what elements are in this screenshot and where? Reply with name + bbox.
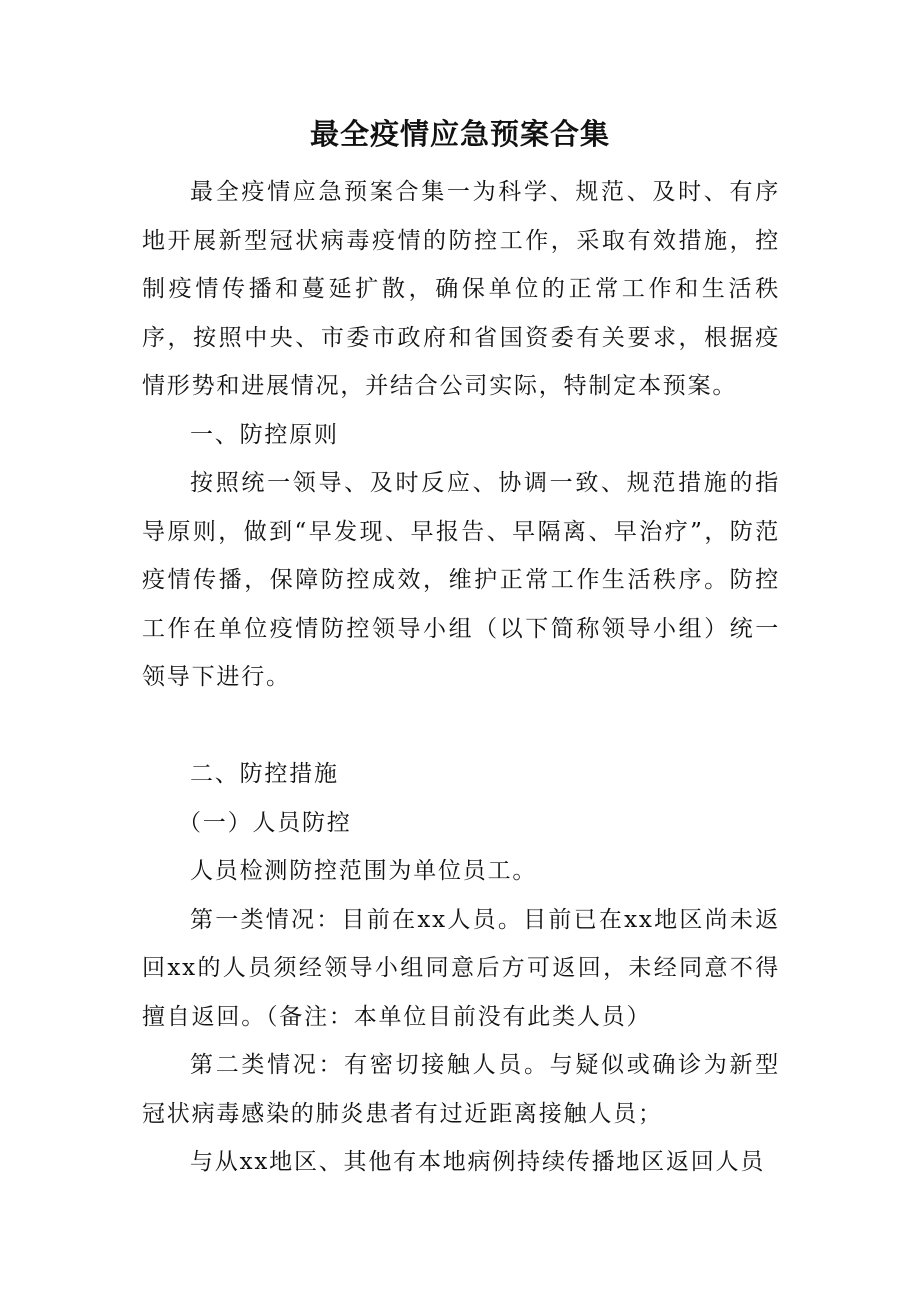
subsection-heading-personnel: （一）人员防控	[178, 809, 352, 836]
paragraph-spacer	[142, 702, 780, 751]
principles-paragraph: 按照统一领导、及时反应、协调一致、规范措施的指导原则，做到“早发现、早报告、早隔离、早治疗”，防范疫情传播，保障防控成效，维护正常工作生活秩序。防控工作在单位疫情防控领导小组（以下简称领导小组）统一领导下进行。	[142, 470, 780, 690]
returnee-paragraph: 与从xx地区、其他有本地病例持续传播地区返回人员	[190, 1149, 766, 1175]
category-one-paragraph: 第一类情况：目前在xx人员。目前已在xx地区尚未返回xx的人员须经领导小组同意后方可返回，未经同意不得擅自返回。（备注：本单位目前没有此类人员）	[142, 906, 780, 1030]
category-two-paragraph: 第二类情况：有密切接触人员。与疑似或确诊为新型冠状病毒感染的肺炎患者有过近距离接触人员；	[142, 1052, 780, 1127]
section-heading-principles: 一、防控原则	[190, 421, 339, 448]
document-body	[142, 168, 780, 1187]
section-heading-measures: 二、防控措施	[190, 761, 339, 787]
personnel-scope-paragraph: 人员检测防控范围为单位员工。	[190, 858, 538, 884]
document-title: 最全疫情应急预案合集	[309, 117, 610, 151]
intro-paragraph: 最全疫情应急预案合集一为科学、规范、及时、有序地开展新型冠状病毒疫情的防控工作，采取有效措施，控制疫情传播和蔓延扩散，确保单位的正常工作和生活秩序，按照中央、市委市政府和省国资委有关要求，根据疫情形势和进展情况，并结合公司实际，特制定本预案。	[142, 179, 780, 399]
